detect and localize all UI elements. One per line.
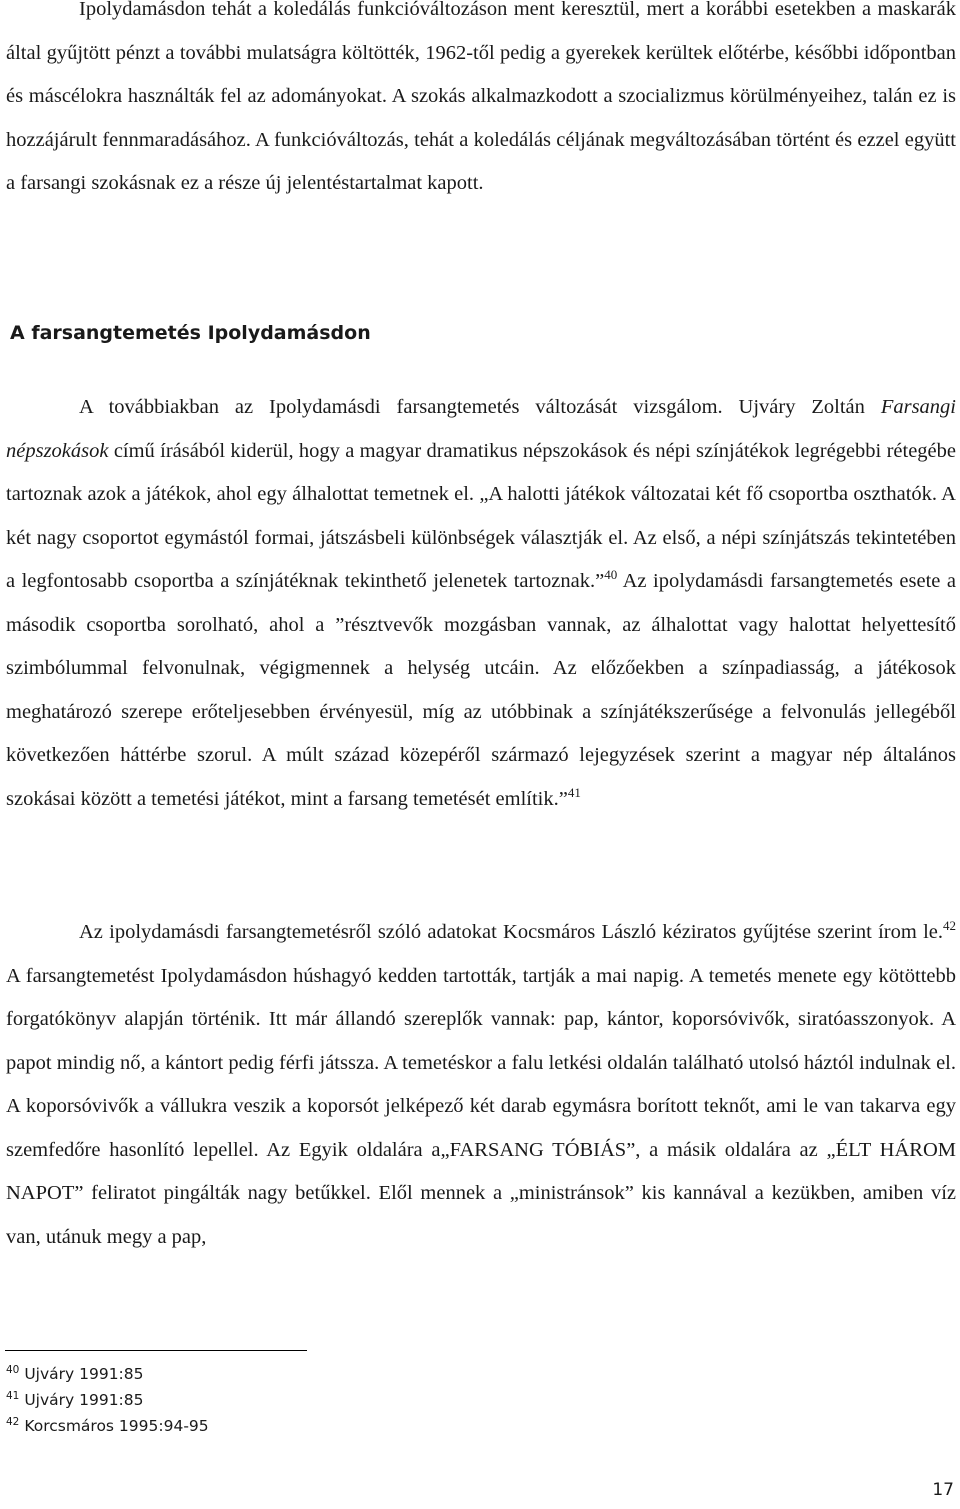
footnote-item <box>6 1387 209 1413</box>
paragraph-koledalas <box>6 0 956 206</box>
section-heading: A farsangtemetés Ipolydamásdon <box>10 322 371 344</box>
footnote-ref[interactable]: 41 <box>567 784 581 800</box>
footnote-separator <box>5 1350 307 1351</box>
footnote-number: 40 <box>6 1363 20 1376</box>
footnote-text: Korcsmáros 1995:94-95 <box>24 1417 209 1435</box>
paragraph-text: A farsangtemetést Ipolydamásdon húshagyó kedden tartották, tartják a mai napig. A temetés menete egy kötöttebb forgatókönyv alapján történik. Itt már állandó szereplők vannak: pap, kántor, koporsóvivők, siratóasszonyok. A papot mindig nő, a kántort pedig férfi játssza. A temetéskor a falu letkési oldalán található utolsó háztól indulnak el. A koporsóvivők a vállukra veszik a koporsót jelképező két darab egymásra borított teknőt, ami le van takarva egy szemfedőre hasonlító lepellel. Az Egyik oldalára a„FARSANG TÓBIÁS”, a másik oldalára az „ÉLT HÁROM NAPOT” feliratot pingálták nagy betűkkel. Elől mennek a „ministránsok” kis kannával a kezükben, amiben víz van, utánuk megy a pap, <box>6 964 956 1248</box>
footnote-ref[interactable]: 42 <box>943 918 956 934</box>
cited-work-title: Farsangi népszokások <box>6 396 956 462</box>
paragraph-text: Az ipolydamásdi farsangtemetés esete a második csoportba sorolható, ahol a ”résztvevők mozgásban vannak, az álhalottat vagy halottat helyettesítő szimbólummal felvonulnak, végigmennek a helység utcáin. Az előzőekben a színpadiasság, a játékosok meghatározó szerepe erőteljesebben érvényesül, míg az utóbbinak a színjátékszerűsége a felvonulás jellegéből következően háttérbe szorul. A múlt század közepéről származó lejegyzések szerint a magyar nép általános szokásai között a temetési játékot, mint a farsang temetését említik.” <box>6 570 956 810</box>
footnote-text: Ujváry 1991:85 <box>24 1391 144 1409</box>
footnote-ref[interactable]: 40 <box>604 567 618 583</box>
footnote-number: 41 <box>6 1389 20 1402</box>
paragraph-text: című írásából kiderül, hogy a magyar dramatikus népszokások és népi színjátékok legrégebbi rétegébe tartoznak azok a játékok, ahol egy álhalottat temetnek el. „A halotti játékok változatai két fő csoportba oszthatók. A két nagy csoportot egymástól formai, játszásbeli különbségek választják el. Az első, a népi színjátszás tekintetében a legfontosabb csoportba a színjátéknak tekinthető jelenetek tartoznak.” <box>6 439 956 592</box>
paragraph-text: Ipolydamásdon tehát a koledálás funkcióváltozáson ment keresztül, mert a korábbi esetekben a maskarák által gyűjtött pénzt a további mulatságra költötték, 1962-től pedig a gyerekek kerültek előtérbe, későbbi időpontban és máscélokra használták fel az adományokat. A szokás alkalmazkodott a szocializmus körülményeihez, talán ez is hozzájárult fennmaradásához. A funkcióváltozás, tehát a koledálás céljának megváltozásában történt és ezzel együtt a farsangi szokásnak ez a része új jelentéstartalmat kapott. <box>6 0 956 194</box>
footnote-text: Ujváry 1991:85 <box>24 1365 144 1383</box>
footnote-item <box>6 1361 209 1387</box>
paragraph-farsangtemetes-description <box>6 911 956 1259</box>
footnotes <box>6 1361 209 1439</box>
page-number: 17 <box>932 1480 954 1500</box>
footnote-number: 42 <box>6 1415 20 1428</box>
footnote-item <box>6 1413 209 1439</box>
paragraph-text: A továbbiakban az Ipolydamásdi farsangtemetés változását vizsgálom. Ujváry Zoltán <box>79 396 881 418</box>
paragraph-farsangtemetes-intro <box>6 386 956 821</box>
paragraph-text: Az ipolydamásdi farsangtemetésről szóló adatokat Kocsmáros László kéziratos gyűjtése szerint írom le. <box>79 921 943 943</box>
